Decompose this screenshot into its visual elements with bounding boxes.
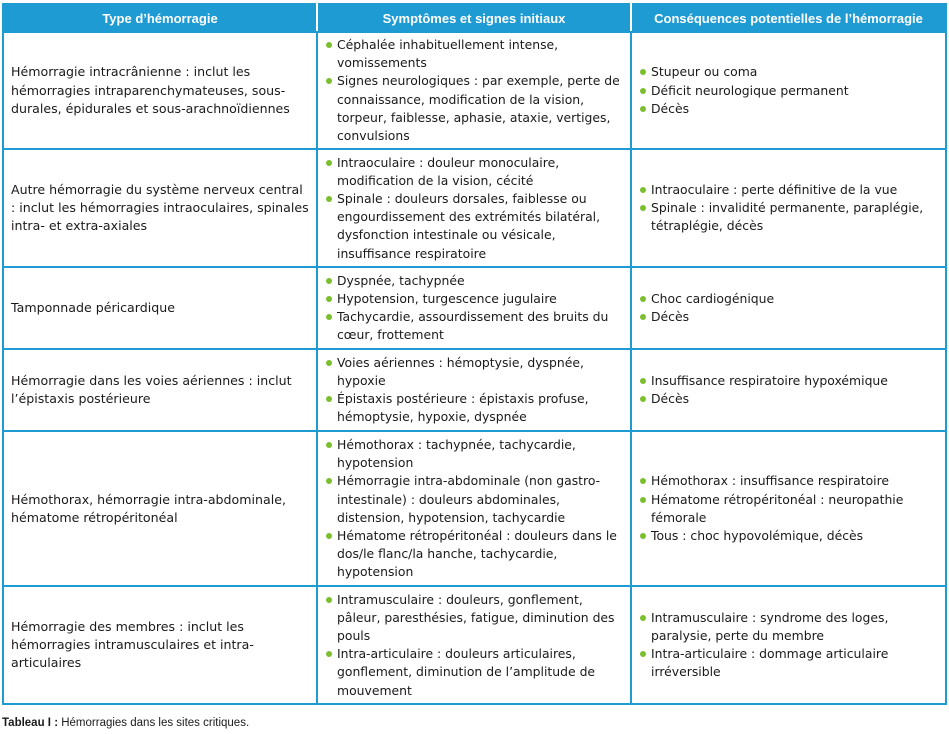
consequence-item: Hémothorax : insuffisance respiratoire [639,472,938,490]
consequence-item: Décès [639,100,938,118]
symptom-item: Hémorragie intra-abdominale (non gastro-intestinale) : douleurs abdominales, distension, hypotension, tachycardie [325,472,623,527]
symptoms-cell [317,32,631,149]
consequence-item: Intramusculaire : syndrome des loges, paralysie, perte du membre [639,609,938,645]
symptom-item: Intraoculaire : douleur monoculaire, modification de la vision, cécité [325,154,623,190]
type-cell: Hémorragie dans les voies aériennes : inclut l’épistaxis postérieure [3,349,317,431]
symptoms-cell [317,349,631,431]
type-cell: Hémorragie des membres : inclut les hémorragies intramusculaires et intra-articulaires [3,586,317,704]
consequence-item: Stupeur ou coma [639,63,938,81]
consequences-cell [631,32,946,149]
consequences-cell [631,349,946,431]
header-type: Type d’hémorragie [3,4,317,32]
symptom-item: Céphalée inhabituellement intense, vomissements [325,36,623,72]
consequence-item: Insuffisance respiratoire hypoxémique [639,372,938,390]
consequences-cell [631,431,946,586]
symptom-item: Dyspnée, tachypnée [325,272,623,290]
consequence-item: Tous : choc hypovolémique, décès [639,527,938,545]
table-row [3,267,946,349]
symptoms-cell [317,149,631,267]
consequences-cell [631,586,946,704]
consequences-cell [631,149,946,267]
header-symptoms: Symptômes et signes initiaux [317,4,631,32]
table-row [3,586,946,704]
symptom-item: Tachycardie, assourdissement des bruits du cœur, frottement [325,308,623,344]
consequence-item: Décès [639,308,938,326]
symptom-item: Signes neurologiques : par exemple, perte de connaissance, modification de la vision, torpeur, faiblesse, aphasie, ataxie, vertiges, convulsions [325,72,623,145]
symptoms-cell [317,586,631,704]
table-row [3,431,946,586]
type-cell: Autre hémorragie du système nerveux central : inclut les hémorragies intraoculaires, spinales intra- et extra-axiales [3,149,317,267]
symptoms-cell [317,431,631,586]
consequence-item: Intra-articulaire : dommage articulaire irréversible [639,645,938,681]
header-consequences: Conséquences potentielles de l’hémorragie [631,4,946,32]
type-cell: Tamponnade péricardique [3,267,317,349]
consequence-item: Déficit neurologique permanent [639,82,938,100]
table-container [2,3,945,705]
caption-label: Tableau I : [2,717,59,729]
consequence-item: Intraoculaire : perte définitive de la vue [639,181,938,199]
hemorrhage-table [2,3,947,705]
consequence-item: Hématome rétropéritonéal : neuropathie fémorale [639,491,938,527]
symptoms-cell [317,267,631,349]
symptom-item: Hémothorax : tachypnée, tachycardie, hypotension [325,436,623,472]
consequence-item: Spinale : invalidité permanente, paraplégie, tétraplégie, décès [639,199,938,235]
consequence-item: Décès [639,390,938,408]
type-cell: Hémothorax, hémorragie intra-abdominale, hématome rétropéritonéal [3,431,317,586]
consequences-cell [631,267,946,349]
table-caption [2,717,249,729]
table-row [3,32,946,149]
symptom-item: Hématome rétropéritonéal : douleurs dans le dos/le flanc/la hanche, tachycardie, hypotension [325,527,623,582]
symptom-item: Hypotension, turgescence jugulaire [325,290,623,308]
symptom-item: Spinale : douleurs dorsales, faiblesse ou engourdissement des extrémités bilatéral, dysfonction intestinale ou vésicale, insuffisance respiratoire [325,190,623,263]
caption-text: Hémorragies dans les sites critiques. [61,717,250,729]
consequence-item: Choc cardiogénique [639,290,938,308]
header-row [3,4,946,32]
table-row [3,349,946,431]
symptom-item: Voies aériennes : hémoptysie, dyspnée, hypoxie [325,354,623,390]
symptom-item: Intramusculaire : douleurs, gonflement, pâleur, paresthésies, fatigue, diminution des pouls [325,591,623,646]
symptom-item: Épistaxis postérieure : épistaxis profuse, hémoptysie, hypoxie, dyspnée [325,390,623,426]
table-row [3,149,946,267]
type-cell: Hémorragie intracrânienne : inclut les hémorragies intraparenchymateuses, sous-durales, épidurales et sous-arachnoïdiennes [3,32,317,149]
symptom-item: Intra-articulaire : douleurs articulaires, gonflement, diminution de l’amplitude de mouvement [325,645,623,700]
